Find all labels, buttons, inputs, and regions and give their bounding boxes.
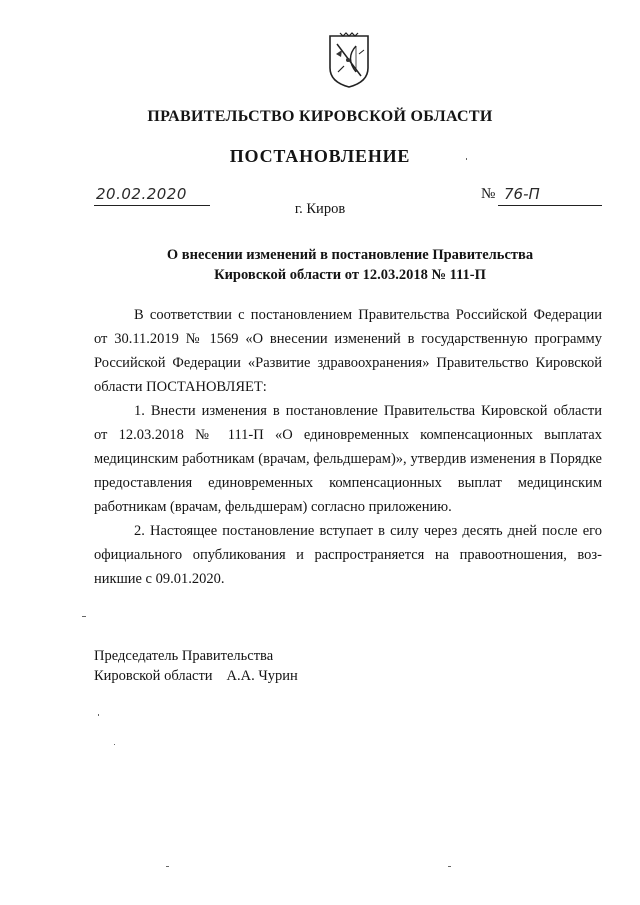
preamble-paragraph: В соответствии с постановлением Правительства Российской Федерации от 30.11.2019 № 1569 «О внесении изменений в государственную программу Российской Федерации «Развитие здравоохранения» Правительство Кировской области ПОСТАНОВЛЯЕТ: (94, 307, 602, 395)
subject-line-2: Кировской области от 12.03.2018 № 111-П (214, 267, 486, 283)
item-1-paragraph: 1. Внести изменения в постановление Правительства Кировской области от 12.03.2018 № 111-П «О единовременных компенсационных выплатах медицинским работникам (врачам, фельдшерам)», утвердив изменения в Порядке предоставления единовременных компенсационных выплат медицинским работникам (врачам, фельдшерам) согласно приложению. (94, 403, 602, 515)
scan-speck (114, 744, 115, 745)
scan-speck (466, 158, 467, 160)
scan-speck (448, 866, 451, 867)
document-number: 76-П (504, 185, 540, 203)
coat-of-arms-icon (326, 32, 372, 90)
scan-speck (98, 714, 99, 716)
signature-block (94, 646, 298, 686)
signatory-name: А.А. Чурин (226, 668, 298, 684)
number-sign: № (481, 186, 496, 202)
document-date: 20.02.2020 (96, 185, 187, 203)
city-label: г. Киров (294, 201, 346, 217)
signatory-title-line-1: Председатель Правительства (94, 648, 274, 664)
scan-speck (82, 616, 86, 617)
organization-title: ПРАВИТЕЛЬСТВО КИРОВСКОЙ ОБЛАСТИ (147, 108, 493, 125)
document-subject (100, 245, 600, 285)
signatory-title-line-2: Кировской области (94, 668, 213, 684)
scan-speck (166, 866, 169, 867)
document-type-title: ПОСТАНОВЛЕНИЕ (229, 146, 411, 166)
subject-line-1: О внесении изменений в постановление Правительства (166, 247, 534, 263)
item-2-paragraph: 2. Настоящее постановление вступает в силу через десять дней после его официального опубликования и распространяется на правоотношения, возникшие с 09.01.2020. (94, 523, 602, 587)
document-body (94, 303, 602, 591)
